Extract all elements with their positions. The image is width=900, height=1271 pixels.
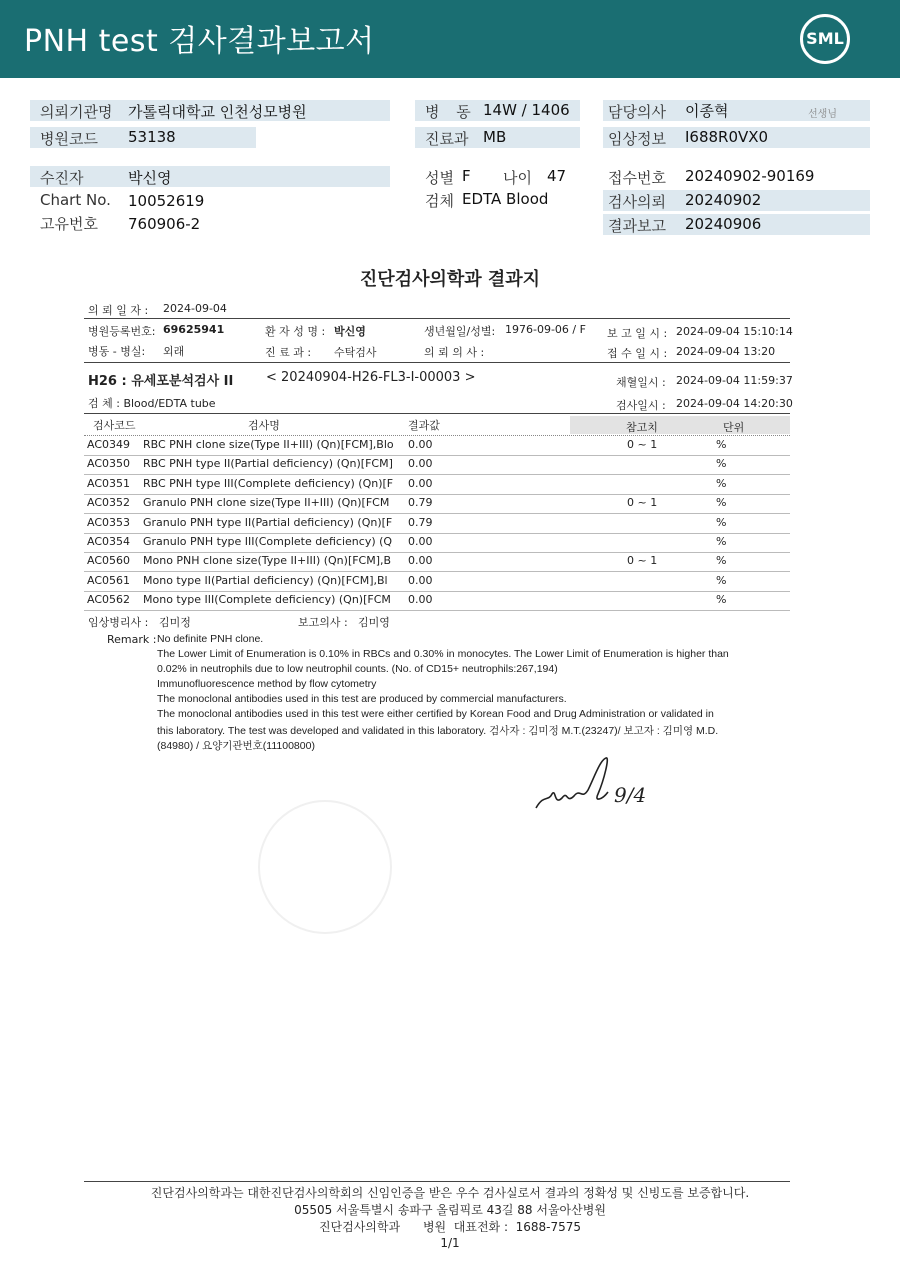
remark-line: The monoclonal antibodies used in this test were either certified by Korean Food and Drug Administration or validated in (157, 708, 714, 720)
row-result: 0.00 (408, 457, 433, 471)
table-row-line (84, 552, 790, 553)
logo-text: SML (806, 29, 844, 48)
row-result: 0.00 (408, 535, 433, 548)
reg-no-value: 69625941 (163, 323, 225, 336)
page-title: PNH test 검사결과보고서 (24, 24, 375, 59)
row-ref: 0 ~ 1 (627, 554, 658, 568)
ordering-label: 의 뢰 의 사 : (424, 346, 485, 359)
report-label: 결과보고 (608, 217, 666, 235)
unique-value: 760906-2 (128, 215, 201, 233)
meta-top-line (84, 318, 790, 319)
meta-bottom-line (84, 362, 790, 363)
band-patient (30, 166, 390, 187)
clin-path-label: 임상병리사 : (88, 616, 149, 629)
request-date-value: 2024-09-04 (163, 302, 227, 315)
clinical-info-label: 임상정보 (608, 130, 666, 148)
table-row-line (84, 494, 790, 495)
specimen-label: 검체 (425, 192, 454, 210)
col-code: 검사코드 (93, 419, 136, 432)
reporting-doctor-value: 김미영 (358, 616, 390, 629)
row-test-name: Granulo PNH clone size(Type II+III) (Qn)[FCM (143, 496, 390, 510)
row-code: AC0561 (87, 573, 131, 587)
sex-value: F (462, 167, 471, 185)
chart-value: 10052619 (128, 192, 205, 210)
table-row-line (84, 513, 790, 514)
row-test-name: Mono type III(Complete deficiency) (Qn)[FCM (143, 593, 391, 607)
footer-contact: 진단검사의학과 병원 대표전화 : 1688-7575 (318, 1220, 582, 1234)
table-top-line (84, 413, 790, 414)
row-code: AC0352 (87, 496, 131, 510)
remark-line: this laboratory. The test was developed and validated in this laboratory. 검사자 : 김미정 M.T.(23247)/ 보고자 : 김미영 M.D. (157, 725, 719, 737)
row-unit: % (716, 554, 727, 568)
table-header-line (84, 435, 790, 436)
ward-value: 14W / 1406 (483, 101, 570, 119)
col-result: 결과값 (408, 419, 440, 432)
row-code: AC0351 (87, 476, 131, 490)
receipt-date-value: 2024-09-04 13:20 (676, 345, 776, 358)
row-unit: % (716, 438, 727, 451)
institution-label: 의뢰기관명 (40, 103, 113, 121)
remark-line: The Lower Limit of Enumeration is 0.10% in RBCs and 0.30% in monocytes. The Lower Limit of Enumeration is higher than (157, 648, 729, 660)
table-row-line (84, 571, 790, 572)
collect-value: 2024-09-04 11:59:37 (676, 374, 793, 387)
row-code: AC0560 (87, 554, 131, 568)
row-code: AC0562 (87, 593, 131, 607)
ward-meta-label: 병동 - 병실: (88, 345, 146, 358)
row-result: 0.00 (408, 554, 433, 568)
test-id: < 20240904-H26-FL3-I-00003 > (266, 370, 476, 385)
birth-label: 생년월일/성별: (424, 325, 496, 338)
remark-line: Immunofluorescence method by flow cytometry (157, 678, 377, 690)
row-result: 0.00 (408, 438, 433, 451)
signature-icon (530, 750, 660, 820)
remark-line: (84980) / 요양기관번호(11100800) (157, 740, 315, 752)
row-unit: % (716, 573, 727, 587)
specimen-text: 검 체 : Blood/EDTA tube (88, 397, 216, 410)
department-value: MB (483, 128, 507, 146)
receipt-date-label: 접 수 일 시 : (607, 347, 668, 360)
row-code: AC0354 (87, 535, 131, 548)
footer-address: 05505 서울특별시 송파구 올림픽로 43길 88 서울아산병원 (294, 1203, 606, 1217)
row-unit: % (716, 535, 727, 548)
table-row-line (84, 533, 790, 534)
row-ref: 0 ~ 1 (627, 438, 658, 451)
exam-label: 검사일시 : (616, 399, 666, 412)
hospital-code-value: 53138 (128, 128, 176, 146)
exam-value: 2024-09-04 14:20:30 (676, 397, 793, 410)
row-result: 0.79 (408, 515, 433, 529)
unique-label: 고유번호 (40, 215, 98, 233)
report-title: 진단검사의학과 결과지 (359, 269, 541, 290)
table-row-line (84, 474, 790, 475)
dept-meta-label: 진 료 과 : (265, 346, 312, 359)
doctor-value: 이종혁 (685, 102, 729, 120)
sex-label: 성별 (425, 169, 454, 187)
remark-line: 0.02% in neutrophils due to low neutrophil counts. (No. of CD15+ neutrophils:267,194) (157, 663, 558, 675)
report-date-label: 보 고 일 시 : (607, 327, 668, 340)
age-value: 47 (547, 167, 567, 185)
remark-line: No definite PNH clone. (157, 633, 264, 645)
doctor-suffix: 선생님 (808, 109, 837, 120)
watermark-seal-icon (258, 800, 392, 934)
test-name: H26 : 유세포분석검사 II (88, 374, 234, 389)
col-ref: 참고치 (626, 421, 658, 434)
row-code: AC0350 (87, 457, 131, 471)
age-label: 나이 (503, 169, 532, 187)
reporting-doctor-label: 보고의사 : (298, 616, 348, 629)
remark-line: The monoclonal antibodies used in this test are produced by commercial manufacturers. (157, 693, 567, 705)
row-code: AC0349 (87, 438, 131, 451)
clinical-info-value: I688R0VX0 (685, 128, 769, 146)
table-row-line (84, 610, 790, 611)
clin-path-value: 김미정 (159, 616, 191, 629)
birth-value: 1976-09-06 / F (505, 323, 586, 336)
row-test-name: RBC PNH type II(Partial deficiency) (Qn)[FCM] (143, 457, 393, 471)
row-test-name: Granulo PNH type III(Complete deficiency) (Q (143, 535, 393, 548)
report-value: 20240906 (685, 215, 762, 233)
row-test-name: Granulo PNH type II(Partial deficiency) (Qn)[F (143, 515, 393, 529)
chart-label: Chart No. (40, 191, 111, 209)
row-test-name: Mono type II(Partial deficiency) (Qn)[FCM],Bl (143, 573, 388, 587)
row-result: 0.79 (408, 496, 433, 510)
ward-meta-value: 외래 (163, 345, 185, 358)
row-test-name: RBC PNH clone size(Type II+III) (Qn)[FCM],Blo (143, 438, 394, 451)
row-test-name: RBC PNH type III(Complete deficiency) (Qn)[F (143, 476, 394, 490)
dept-meta-value: 수탁검사 (334, 346, 377, 359)
collect-label: 채혈일시 : (616, 376, 666, 389)
report-header (0, 0, 900, 78)
footer-line (84, 1181, 790, 1182)
footer-certification: 진단검사의학과는 대한진단검사의학회의 신임인증을 받은 우수 검사실로서 결과의 정확성 및 신빙도를 보증합니다. (150, 1186, 750, 1200)
row-code: AC0353 (87, 515, 131, 529)
signature-date: 9/4 (614, 783, 647, 807)
department-label: 진료과 (425, 130, 469, 148)
patient-name-label: 환 자 성 명 : (265, 325, 326, 338)
row-result: 0.00 (408, 593, 433, 607)
hospital-code-label: 병원코드 (40, 130, 98, 148)
request-date-label: 의 뢰 일 자 : (88, 304, 149, 317)
ward-label: 병 동 (425, 103, 477, 121)
reg-no-label: 병원등록번호: (88, 325, 156, 338)
row-ref: 0 ~ 1 (627, 496, 658, 510)
row-unit: % (716, 515, 727, 529)
table-header-shade (570, 416, 790, 434)
row-result: 0.00 (408, 476, 433, 490)
row-test-name: Mono PNH clone size(Type II+III) (Qn)[FCM],B (143, 554, 392, 568)
receipt-value: 20240902-90169 (685, 167, 815, 185)
row-unit: % (716, 593, 727, 607)
report-date-value: 2024-09-04 15:10:14 (676, 325, 793, 338)
col-unit: 단위 (723, 421, 745, 434)
col-name: 검사명 (248, 419, 280, 432)
row-unit: % (716, 476, 727, 490)
row-result: 0.00 (408, 573, 433, 587)
request-label: 검사의뢰 (608, 193, 666, 211)
page-number: 1/1 (440, 1236, 460, 1250)
patient-value: 박신영 (128, 169, 172, 187)
institution-value: 가톨릭대학교 인천성모병원 (128, 103, 307, 121)
patient-name-value: 박신영 (334, 325, 366, 338)
request-value: 20240902 (685, 191, 762, 209)
receipt-label: 접수번호 (608, 169, 666, 187)
table-row-line (84, 591, 790, 592)
remark-label: Remark : (107, 633, 157, 646)
specimen-value: EDTA Blood (462, 190, 549, 208)
sml-logo-icon (800, 14, 850, 64)
patient-label: 수진자 (40, 169, 84, 187)
table-row-line (84, 455, 790, 456)
row-unit: % (716, 457, 727, 471)
doctor-label: 담당의사 (608, 103, 666, 121)
row-unit: % (716, 496, 727, 510)
